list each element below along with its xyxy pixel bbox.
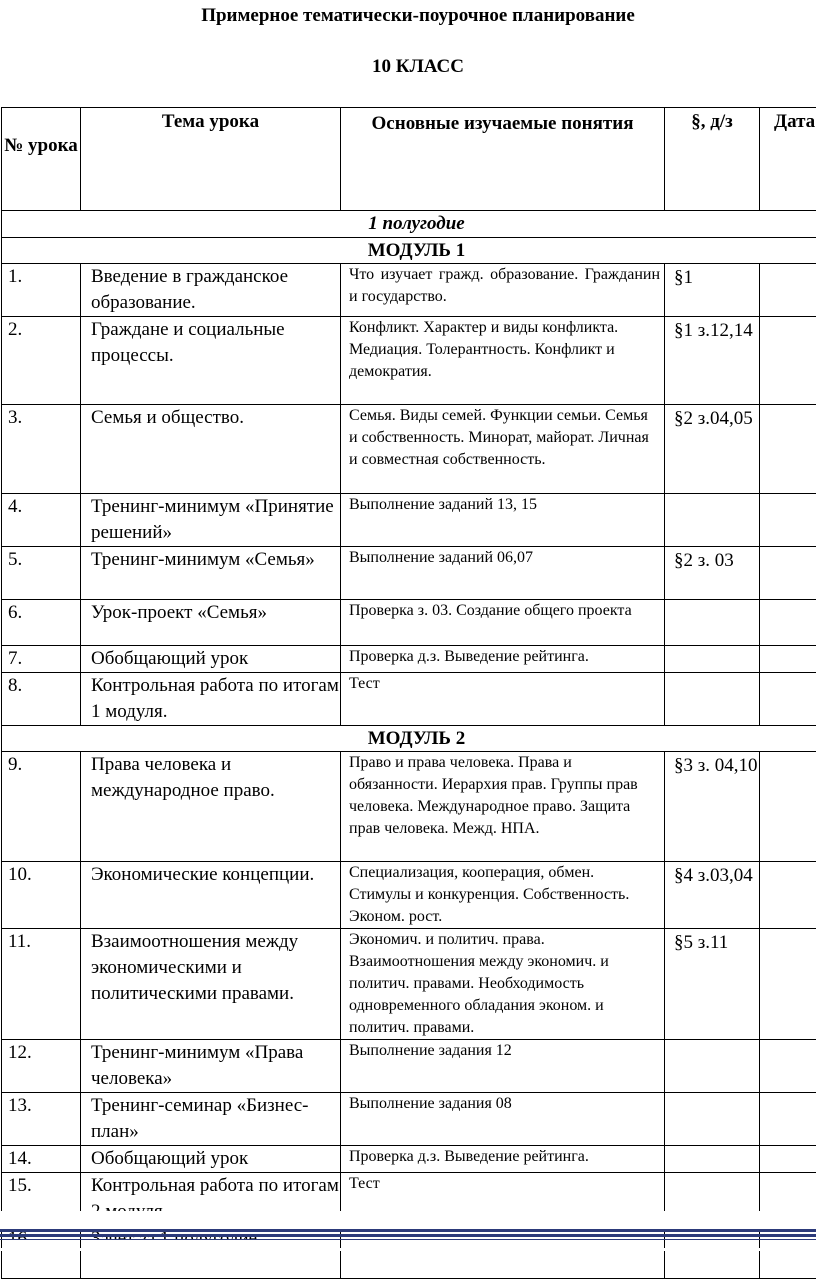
lesson-concepts: Выполнение задания 08 [341, 1093, 665, 1146]
lesson-paragraph [665, 1093, 760, 1146]
lesson-date [760, 752, 816, 862]
footer-rule-top [0, 1229, 816, 1232]
header-lesson-number: № урока [2, 108, 81, 211]
lesson-topic: Контрольная работа по итогам [81, 1173, 341, 1226]
lesson-topic: Тренинг-минимум «Права человека» [81, 1040, 341, 1093]
table-row [2, 1093, 816, 1146]
lesson-concepts: Проверка д.з. Выведение рейтинга. [341, 1146, 665, 1173]
lesson-number: 1. [2, 264, 81, 317]
lesson-topic: Обобщающий урок [81, 646, 341, 673]
table-header-row [2, 108, 816, 211]
lesson-number: 4. [2, 494, 81, 547]
lesson-number: 11. [2, 929, 81, 1040]
table-row [2, 264, 816, 317]
lesson-date [760, 264, 816, 317]
lesson-date [760, 317, 816, 405]
lesson-number: 12. [2, 1040, 81, 1093]
lesson-concepts: Выполнение заданий 13, 15 [341, 494, 665, 547]
table-row [2, 646, 816, 673]
lesson-concepts: Что изучает гражд. образование. Гражданин и государство. [341, 264, 665, 317]
lesson-date [760, 1093, 816, 1146]
lesson-date [760, 929, 816, 1040]
lesson-date [760, 547, 816, 600]
table-row [2, 317, 816, 405]
column-tick [340, 1240, 341, 1248]
lesson-paragraph [665, 1146, 760, 1173]
lesson-concepts: Специализация, кооперация, обмен. Стимулы и конкуренция. Собственность. Эконом. рост. [341, 862, 665, 929]
lesson-paragraph [665, 646, 760, 673]
header-date: Дата [760, 108, 816, 211]
lesson-concepts: Выполнение задания 12 [341, 1040, 665, 1093]
table-row [2, 1146, 816, 1173]
lesson-paragraph: §3 з. 04,10 [665, 752, 760, 862]
lesson-number: 10. [2, 862, 81, 929]
next-page-edge [0, 1240, 816, 1251]
table-row [2, 1040, 816, 1093]
page-cutoff-area [0, 1211, 816, 1229]
column-tick [664, 1240, 665, 1248]
lesson-concepts: Экономич. и политич. права. Взаимоотношения между экономич. и политич. правами. Необходимость одновременного обладания эконом. и политич. правами. [341, 929, 665, 1040]
lesson-topic: Граждане и социальные процессы. [81, 317, 341, 405]
lesson-concepts: Проверка з. 03. Создание общего проекта [341, 600, 665, 646]
lesson-paragraph [665, 494, 760, 547]
lesson-topic: Семья и общество. [81, 405, 341, 494]
lesson-number: 9. [2, 752, 81, 862]
table-row [2, 673, 816, 726]
lesson-topic: Экономические концепции. [81, 862, 341, 929]
lesson-paragraph: §4 з.03,04 [665, 862, 760, 929]
lesson-number: 13. [2, 1093, 81, 1146]
table-row [2, 494, 816, 547]
lesson-date [760, 494, 816, 547]
lesson-paragraph: §2 з.04,05 [665, 405, 760, 494]
table-row [2, 752, 816, 862]
lesson-number: 7. [2, 646, 81, 673]
lesson-concepts: Проверка д.з. Выведение рейтинга. [341, 646, 665, 673]
table-row [2, 929, 816, 1040]
lesson-number: 8. [2, 673, 81, 726]
lesson-paragraph [665, 1040, 760, 1093]
table-row [2, 862, 816, 929]
lesson-concepts: Конфликт. Характер и виды конфликта. Медиация. Толерантность. Конфликт и демократия. [341, 317, 665, 405]
lesson-topic: Права человека и международное право. [81, 752, 341, 862]
lesson-number: 14. [2, 1146, 81, 1173]
column-tick [759, 1240, 760, 1248]
lesson-date [760, 1146, 816, 1173]
lesson-topic: Тренинг-семинар «Бизнес-план» [81, 1093, 341, 1146]
lesson-topic: Взаимоотношения между экономическими и политическими правами. [81, 929, 341, 1040]
lesson-concepts: Выполнение заданий 06,07 [341, 547, 665, 600]
lesson-number: 6. [2, 600, 81, 646]
lesson-topic: Урок-проект «Семья» [81, 600, 341, 646]
module-2-label: МОДУЛЬ 2 [2, 726, 816, 752]
lesson-paragraph [665, 673, 760, 726]
semester-label: 1 полугодие [2, 211, 816, 238]
lesson-number: 2. [2, 317, 81, 405]
header-paragraph: §, д/з [665, 108, 760, 211]
lesson-paragraph: §5 з.11 [665, 929, 760, 1040]
page-title: Примерное тематически-поурочное планирование [0, 5, 816, 27]
lesson-concepts: Право и права человека. Права и обязанности. Иерархия прав. Группы прав человека. Международное право. Защита прав человека. Межд. НПА. [341, 752, 665, 862]
lesson-concepts: Тест [341, 673, 665, 726]
lesson-concepts: Семья. Виды семей. Функции семьи. Семья и собственность. Минорат, майорат. Личная и совместная собственность. [341, 405, 665, 494]
lesson-paragraph: §1 з.12,14 [665, 317, 760, 405]
column-tick [1, 1240, 2, 1248]
lesson-plan-table [1, 107, 816, 1279]
lesson-topic: Обобщающий урок [81, 1146, 341, 1173]
lesson-paragraph: §2 з. 03 [665, 547, 760, 600]
footer-rule-middle [0, 1234, 816, 1237]
table-row [2, 600, 816, 646]
lesson-topic: Введение в гражданское образование. [81, 264, 341, 317]
lesson-paragraph [665, 600, 760, 646]
lesson-number: 3. [2, 405, 81, 494]
lesson-date [760, 673, 816, 726]
lesson-paragraph: §1 [665, 264, 760, 317]
lesson-date [760, 1040, 816, 1093]
lesson-number: 5. [2, 547, 81, 600]
lesson-date [760, 646, 816, 673]
lesson-date [760, 405, 816, 494]
class-subtitle: 10 КЛАСС [0, 56, 816, 78]
lesson-concepts: Тест [341, 1173, 665, 1226]
lesson-topic: Контрольная работа по итогам 1 модуля. [81, 673, 341, 726]
table-row [2, 547, 816, 600]
lesson-topic: Тренинг-минимум «Семья» [81, 547, 341, 600]
lesson-topic: Тренинг-минимум «Принятие решений» [81, 494, 341, 547]
column-tick [80, 1240, 81, 1248]
table-row [2, 405, 816, 494]
header-concepts: Основные изучаемые понятия [341, 108, 665, 211]
lesson-number: 15. [2, 1173, 81, 1226]
lesson-date [760, 600, 816, 646]
module-1-label: МОДУЛЬ 1 [2, 238, 816, 264]
lesson-date [760, 862, 816, 929]
header-topic: Тема урока [81, 108, 341, 211]
